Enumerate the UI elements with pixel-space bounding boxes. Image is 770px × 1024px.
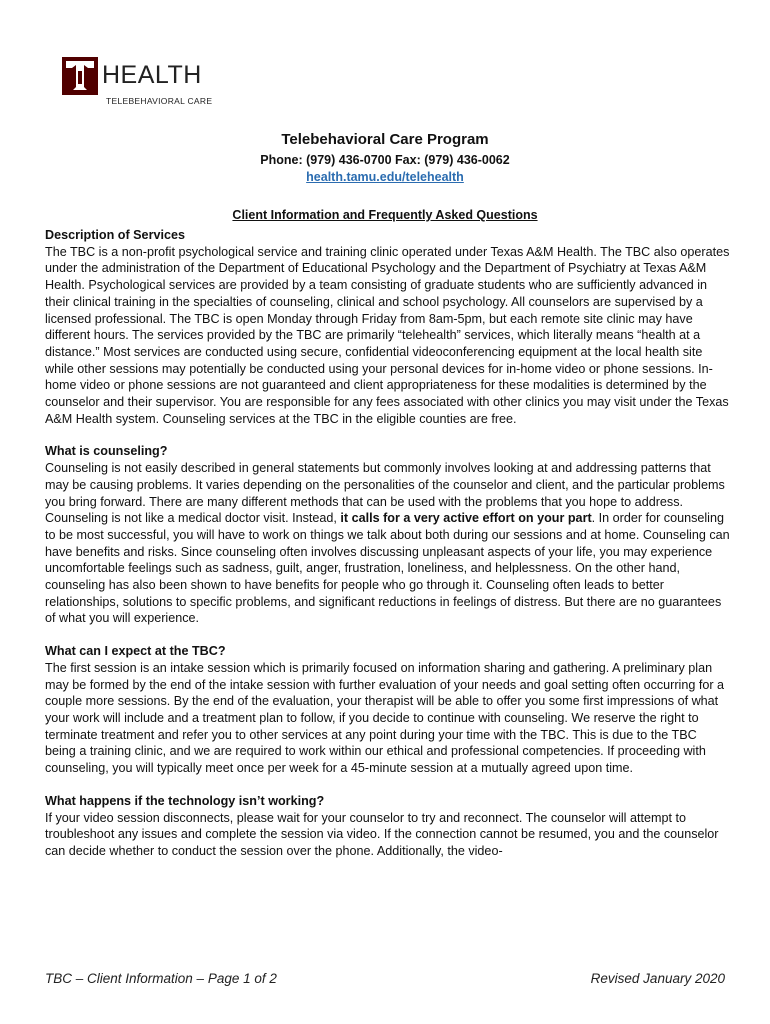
section-expect [45,643,730,777]
section-paragraph: The first session is an intake session which is primarily focused on information sharing and gathering. A preliminary plan may be formed by the end of the intake session with further evaluation of your needs and goal setting often occurring for a couple more sessions. By the end of the evaluation, your therapist will be able to offer you some first impressions of what your work will include and a treatment plan to follow, if you decide to continue with counseling. We reserve the right to terminate treatment and refer you to other services at any point during your time with the TBC. This is due to the TBC being a training clinic, and we are required to work within our ethical and professional competencies. If proceeding with counseling, you will typically meet once per week for a 45-minute session at a mutually agreed upon time. [45,660,725,776]
program-title: Telebehavioral Care Program [281,131,489,148]
section-heading: Description of Services [45,228,185,242]
document-title: Client Information and Frequently Asked Questions [232,208,538,222]
footer-page-info: TBC – Client Information – Page 1 of 2 [45,971,277,986]
logo-wordmark: HEALTH [102,61,202,89]
tamu-logo-icon [62,57,98,95]
section-paragraph [45,460,730,627]
section-heading: What is counseling? [45,444,168,459]
section-heading: What can I expect at the TBC? [45,644,226,659]
logo-subtitle: TELEBEHAVIORAL CARE [106,96,213,106]
section-technology [45,793,730,860]
section-heading: What happens if the technology isn’t working? [45,793,325,808]
footer-revision-date: Revised January 2020 [590,971,725,986]
tamu-health-logo [62,57,262,107]
paragraph-text: Counseling is not easily described in general statements but commonly involves looking at and addressing patterns that may be causing problems. It varies depending on the personalities of the counselor and client, and the particular problems you bring forward. There are many different methods that can be used with the problems that you hope to address. Counseling is not like a medical doctor visit. Instead, [45,461,725,526]
section-counseling [45,443,730,627]
section-description [45,227,730,427]
section-paragraph: If your video session disconnects, please wait for your counselor to try and reconnect. The counselor will attempt to troubleshoot any issues and complete the session via video. If the connection cannot be resumed, you and the counselor can decide whether to conduct the session over the phone. Additionally, the video- [45,810,719,858]
paragraph-text: . In order for counseling to be most successful, you will have to work on things we talk about both during our sessions and at home. Counseling can have benefits and risks. Since counseling often involves discussing unpleasant aspects of your life, you may experience uncomfortable feelings such as sadness, guilt, anger, frustration, loneliness, and helplessness. On the other hand, counseling has also been shown to have benefits for people who go through it. Counseling often leads to better relationships, solutions to specific problems, and significant reductions in feelings of distress. But there are no guarantees of what you will experience. [45,511,730,626]
document-body [45,227,730,876]
section-paragraph: The TBC is a non-profit psychological service and training clinic operated under Texas A&M Health. The TBC also operates under the administration of the Department of Educational Psychology and the Department of Psychiatry at Texas A&M Health. Psychological services are provided by a team consisting of graduate students who are sufficiently advanced in their clinical training in the specialties of counseling, clinical and school psychology. All counselors are supervised by a licensed professional. The TBC is open Monday through Friday from 8am-5pm, but each remote site clinic may have different hours. The services provided by the TBC are primarily “telehealth” services, which literally means “health at a distance.” Most services are conducted using secure, confidential videoconferencing equipment at the local health site while other sessions may potentially be conducted using your personal devices for in-home video or phone sessions. In-home video or phone sessions are not guaranteed and client appropriateness for these modalities is determined by the counselor and their supervisor. You are responsible for any fees associated with other clinics you may visit under the Texas A&M Health system. Counseling services at the TBC in the eligible counties are free. [45,244,730,426]
phone-fax-line: Phone: (979) 436-0700 Fax: (979) 436-0062 [260,153,510,167]
emphasis-text: it calls for a very active effort on your part [340,511,592,526]
website-link[interactable]: health.tamu.edu/telehealth [306,170,464,184]
